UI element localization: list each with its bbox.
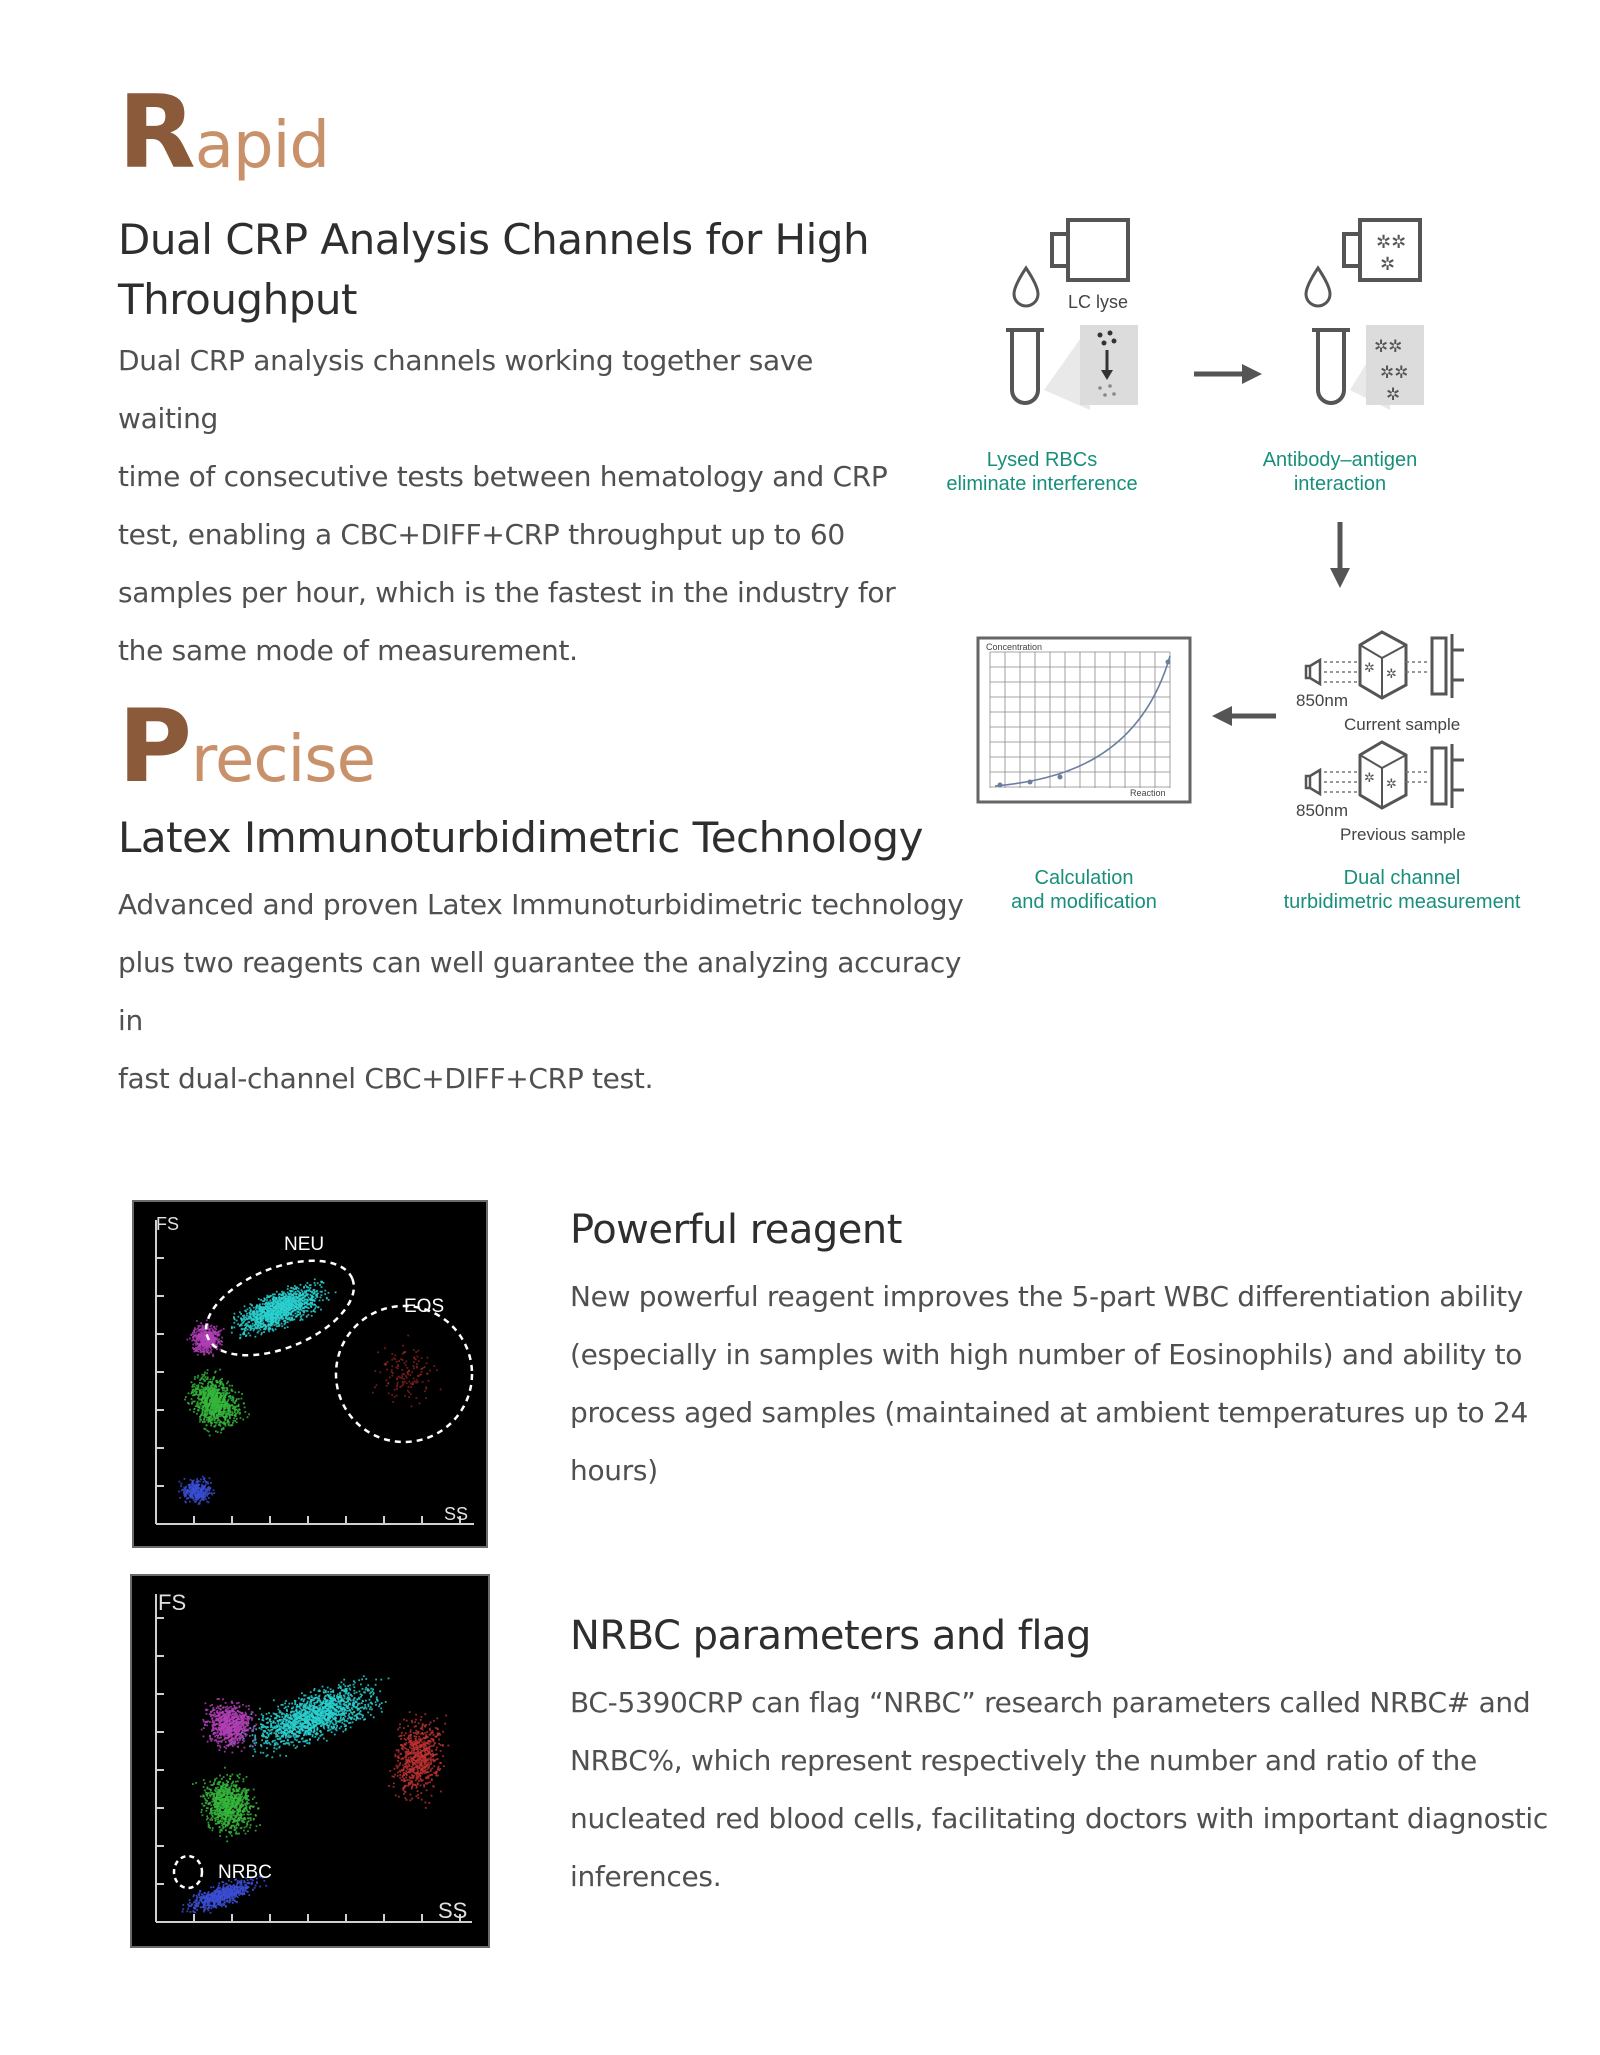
crp-process-diagram <box>940 200 1580 920</box>
arrow-down-icon <box>1330 522 1350 588</box>
body-line: samples per hour, which is the fastest in the industry for <box>118 576 896 609</box>
body-line: nucleated red blood cells, facilitating doctors with important diagnostic <box>570 1802 1548 1835</box>
body-line: fast dual-channel CBC+DIFF+CRP test. <box>118 1062 654 1095</box>
step3-label-line2: turbidimetric measurement <box>1283 891 1521 913</box>
wavelength-label: 850nm <box>1296 691 1348 710</box>
droplet-icon <box>1014 268 1038 306</box>
svg-text:✲: ✲ <box>1364 771 1375 786</box>
svg-text:✲: ✲ <box>1380 254 1396 275</box>
eos-label: EOS <box>404 1296 445 1317</box>
light-source-icon <box>1306 770 1320 794</box>
body-line: hours) <box>570 1454 658 1487</box>
svg-text:✲: ✲ <box>1386 385 1401 405</box>
rapid-subtitle <box>118 210 898 329</box>
step2-label-line2: interaction <box>1293 473 1387 495</box>
precise-heading-rest: recise <box>191 723 375 797</box>
rapid-heading <box>118 73 330 191</box>
svg-text:✲: ✲ <box>1386 667 1397 682</box>
svg-text:✲✲: ✲✲ <box>1376 232 1407 253</box>
svg-text:✲: ✲ <box>1364 661 1375 676</box>
droplet-icon <box>1306 268 1330 306</box>
ss-axis-label: SS <box>438 1898 468 1923</box>
body-line: BC-5390CRP can flag “NRBC” research parameters called NRBC# and <box>570 1686 1531 1719</box>
graph-x-label: Reaction <box>1130 788 1166 798</box>
previous-sample-measurement <box>1296 742 1466 844</box>
body-line: time of consecutive tests between hematology and CRP <box>118 460 888 493</box>
reagent-title: Powerful reagent <box>570 1207 902 1253</box>
step3-label-line1: Dual channel <box>1343 867 1461 889</box>
svg-text:✲✲: ✲✲ <box>1374 337 1403 357</box>
rapid-heading-cap: R <box>118 73 195 191</box>
body-line: (especially in samples with high number of Eosinophils) and ability to <box>570 1338 1523 1371</box>
reagent-bottle-icon <box>1344 220 1420 280</box>
rapid-heading-rest: apid <box>194 109 330 183</box>
graph-y-label: Concentration <box>986 642 1043 652</box>
wavelength-label: 850nm <box>1296 801 1348 820</box>
nrbc-body <box>570 1674 1580 1906</box>
fs-axis-label: FS <box>156 1214 180 1234</box>
nrbc-label: NRBC <box>218 1862 272 1883</box>
ss-axis-label: SS <box>444 1504 469 1524</box>
body-line: inferences. <box>570 1860 722 1893</box>
step2-label-line1: Antibody–antigen <box>1262 449 1418 471</box>
rapid-subtitle-line: Dual CRP Analysis Channels for High <box>118 215 870 264</box>
nrbc-gate <box>174 1856 202 1888</box>
previous-sample-label: Previous sample <box>1340 825 1466 844</box>
wbc-scattergram-neu-eos <box>132 1200 488 1548</box>
test-tube-icon <box>1312 330 1350 403</box>
detector-icon <box>1432 748 1446 804</box>
precise-heading-cap: P <box>118 687 192 805</box>
precise-subtitle: Latex Immunoturbidimetric Technology <box>118 813 923 862</box>
precise-heading <box>118 687 375 805</box>
body-line: NRBC%, which represent respectively the number and ratio of the <box>570 1744 1477 1777</box>
wbc-scattergram-nrbc <box>130 1574 490 1948</box>
fs-axis-label: FS <box>158 1590 187 1615</box>
nrbc-title: NRBC parameters and flag <box>570 1613 1091 1659</box>
reagent-bottle-icon <box>1052 220 1128 280</box>
current-sample-measurement <box>1296 632 1464 734</box>
body-line: Dual CRP analysis channels working together save waiting <box>118 344 814 435</box>
step4-label-line2: and modification <box>1011 891 1157 913</box>
arrow-left-icon <box>1212 706 1276 726</box>
light-source-icon <box>1306 660 1320 684</box>
body-line: plus two reagents can well guarantee the analyzing accuracy in <box>118 946 962 1037</box>
svg-text:✲✲: ✲✲ <box>1380 363 1409 383</box>
lc-lyse-label: LC lyse <box>1068 292 1129 312</box>
arrow-right-icon <box>1194 364 1262 384</box>
body-line: test, enabling a CBC+DIFF+CRP throughput up to 60 <box>118 518 845 551</box>
step1-label-line1: Lysed RBCs <box>986 449 1098 471</box>
body-line: the same mode of measurement. <box>118 634 578 667</box>
reagent-body <box>570 1268 1570 1500</box>
step4-label-line1: Calculation <box>1034 867 1134 889</box>
detector-icon <box>1432 638 1446 694</box>
body-line: Advanced and proven Latex Immunoturbidimetric technology <box>118 888 964 921</box>
neu-label: NEU <box>284 1234 325 1255</box>
body-line: New powerful reagent improves the 5-part WBC differentiation ability <box>570 1280 1524 1313</box>
rapid-body <box>118 332 918 680</box>
body-line: process aged samples (maintained at ambient temperatures up to 24 <box>570 1396 1528 1429</box>
step1-label-line2: eliminate interference <box>946 473 1138 495</box>
test-tube-icon <box>1006 330 1044 403</box>
rapid-subtitle-line: Throughput <box>118 274 357 324</box>
concentration-graph <box>978 638 1190 802</box>
lyse-magnified-view <box>1080 325 1138 405</box>
precise-body <box>118 876 978 1108</box>
svg-text:✲: ✲ <box>1386 777 1397 792</box>
current-sample-label: Current sample <box>1344 715 1461 734</box>
